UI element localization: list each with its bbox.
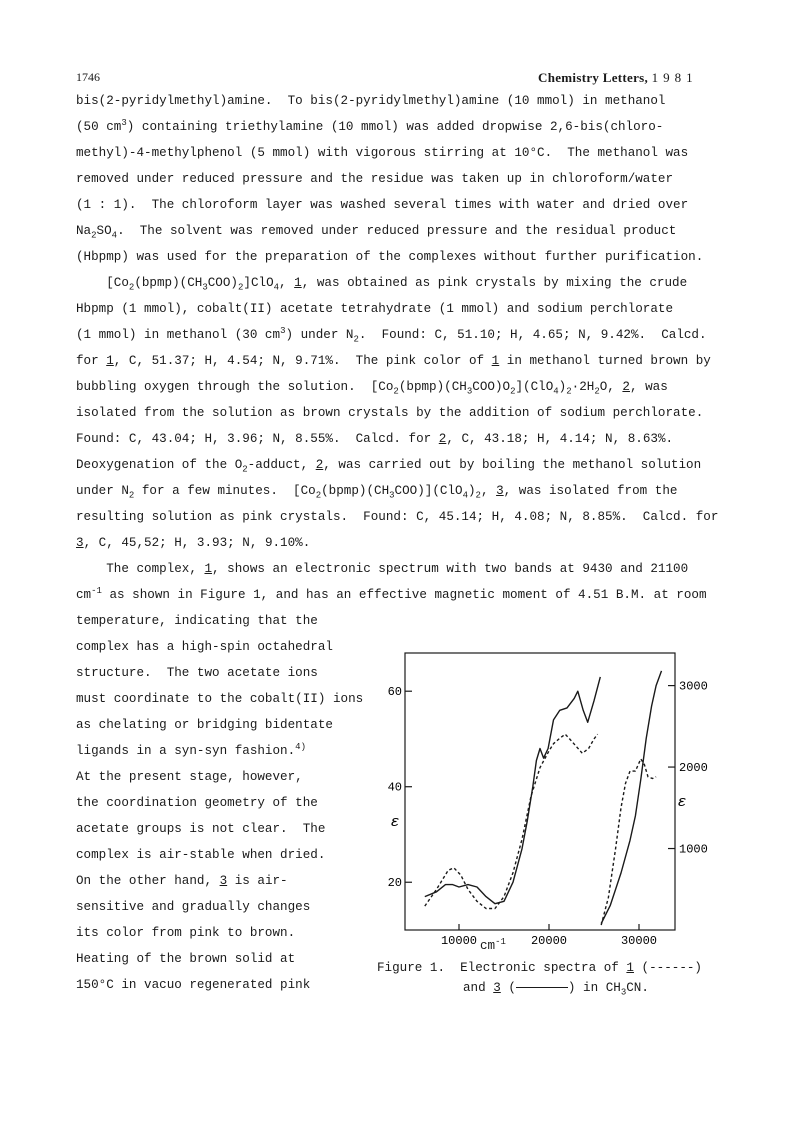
text-line: structure. The two acetate ions: [76, 666, 318, 680]
text-line: isolated from the solution as brown crystals by the addition of sodium perchlorate.: [76, 406, 704, 420]
text-line: $cm^{-1}$ as shown in Figure 1, and has an effective magnetic moment of 4.51 B.M. at room: [76, 585, 707, 602]
text-line: ligands in a syn-syn fashion.$^{4)}$: [76, 741, 306, 758]
y-axis-label-right: ε: [677, 794, 687, 811]
figure-1-chart: [370, 640, 730, 950]
text-line: its color from pink to brown.: [76, 926, 296, 940]
text-line: bubbling oxygen through the solution. $[Co_2(bpmp)(CH_3COO)O_2](ClO_4)_2\cdot 2H_2O$, 2, was: [76, 380, 668, 397]
text-line: (Hbpmp) was used for the preparation of the complexes without further purification.: [76, 250, 704, 264]
left-tick-label: 60: [387, 685, 402, 700]
series-group: [425, 671, 662, 925]
text-line: resulting solution as pink crystals. Found: C, 45.14; H, 4.08; N, 8.85%. Calcd. for: [76, 510, 719, 524]
journal-year: 1981: [651, 70, 698, 85]
solid-line-sample: [516, 987, 568, 988]
text-line: removed under reduced pressure and the residue was taken up in chloroform/water: [76, 172, 674, 186]
text-line: $[Co_2(bpmp)(CH_3COO)_2]ClO_4$, 1, was obtained as pink crystals by mixing the crude: [76, 276, 688, 293]
x-tick-label: 30000: [620, 934, 658, 948]
text-line: methyl)-4-methylphenol (5 mmol) with vigorous stirring at 10°C. The methanol was: [76, 146, 689, 160]
text-line: At the present stage, however,: [76, 770, 303, 784]
right-tick-label: 1000: [679, 842, 708, 857]
caption-line-2: and 3 ( ) in $CH_3CN$.: [463, 981, 649, 998]
text-line: sensitive and gradually changes: [76, 900, 311, 914]
text-line: must coordinate to the cobalt(II) ions: [76, 692, 364, 706]
text-line: bis(2-pyridylmethyl)amine. To bis(2-pyridylmethyl)amine (10 mmol) in methanol: [76, 94, 666, 108]
series-line-complex-1-right: [601, 759, 656, 925]
text-line: the coordination geometry of the: [76, 796, 318, 810]
x-axis-label: $cm^{-1}$: [480, 936, 506, 953]
caption-line-1: Figure 1. Electronic spectra of 1 (------): [377, 961, 702, 975]
text-line: $Na_2SO_4$. The solvent was removed under reduced pressure and the residual product: [76, 224, 677, 241]
text-line: acetate groups is not clear. The: [76, 822, 326, 836]
plot-frame: [405, 653, 675, 930]
left-axis: [388, 685, 412, 890]
text-line: 150°C in vacuo regenerated pink: [76, 978, 311, 992]
x-tick-label: 10000: [440, 934, 478, 948]
right-tick-label: 3000: [679, 679, 708, 694]
x-axis: [441, 924, 657, 948]
text-line: Found: C, 43.04; H, 3.96; N, 8.55%. Calcd. for 2, C, 43.18; H, 4.14; N, 8.63%.: [76, 432, 674, 446]
text-line: under $N_2$ for a few minutes. $[Co_2(bpmp)(CH_3COO)](ClO_4)_2$, 3, was isolated from the: [76, 484, 678, 501]
text-line: complex has a high-spin octahedral: [76, 640, 333, 654]
text-line: The complex, 1, shows an electronic spectrum with two bands at 9430 and 21100: [76, 562, 689, 576]
text-line: Heating of the brown solid at: [76, 952, 296, 966]
text-line: Hbpmp (1 mmol), cobalt(II) acetate tetrahydrate (1 mmol) and sodium perchlorate: [76, 302, 674, 316]
text-line: (50 $cm^3$) containing triethylamine (10 mmol) was added dropwise 2,6-bis(chloro-: [76, 117, 664, 134]
text-line: temperature, indicating that the: [76, 614, 318, 628]
series-line-complex-1-left: [425, 734, 598, 908]
x-tick-label: 20000: [530, 934, 568, 948]
left-tick-label: 20: [387, 876, 402, 891]
text-line: 3, C, 45,52; H, 3.93; N, 9.10%.: [76, 536, 311, 550]
text-line: complex is air-stable when dried.: [76, 848, 326, 862]
page-number: 1746: [76, 70, 100, 84]
text-line: On the other hand, 3 is air-: [76, 874, 288, 888]
journal-title: Chemistry Letters, 1981: [538, 70, 698, 85]
text-line: (1 mmol) in methanol (30 $cm^3$) under $N_2$. Found: C, 51.10; H, 4.65; N, 9.42%. Calcd.: [76, 325, 707, 345]
left-tick-label: 40: [387, 780, 402, 795]
text-line: as chelating or bridging bidentate: [76, 718, 333, 732]
y-axis-label-left: ε: [390, 814, 400, 831]
text-line: (1 : 1). The chloroform layer was washed several times with water and dried over: [76, 198, 689, 212]
text-line: for 1, C, 51.37; H, 4.54; N, 9.71%. The pink color of 1 in methanol turned brown by: [76, 354, 711, 368]
right-tick-label: 2000: [679, 761, 708, 776]
text-line: Deoxygenation of the $O_2$-adduct, 2, was carried out by boiling the methanol solution: [76, 458, 702, 475]
right-axis: [668, 680, 708, 857]
